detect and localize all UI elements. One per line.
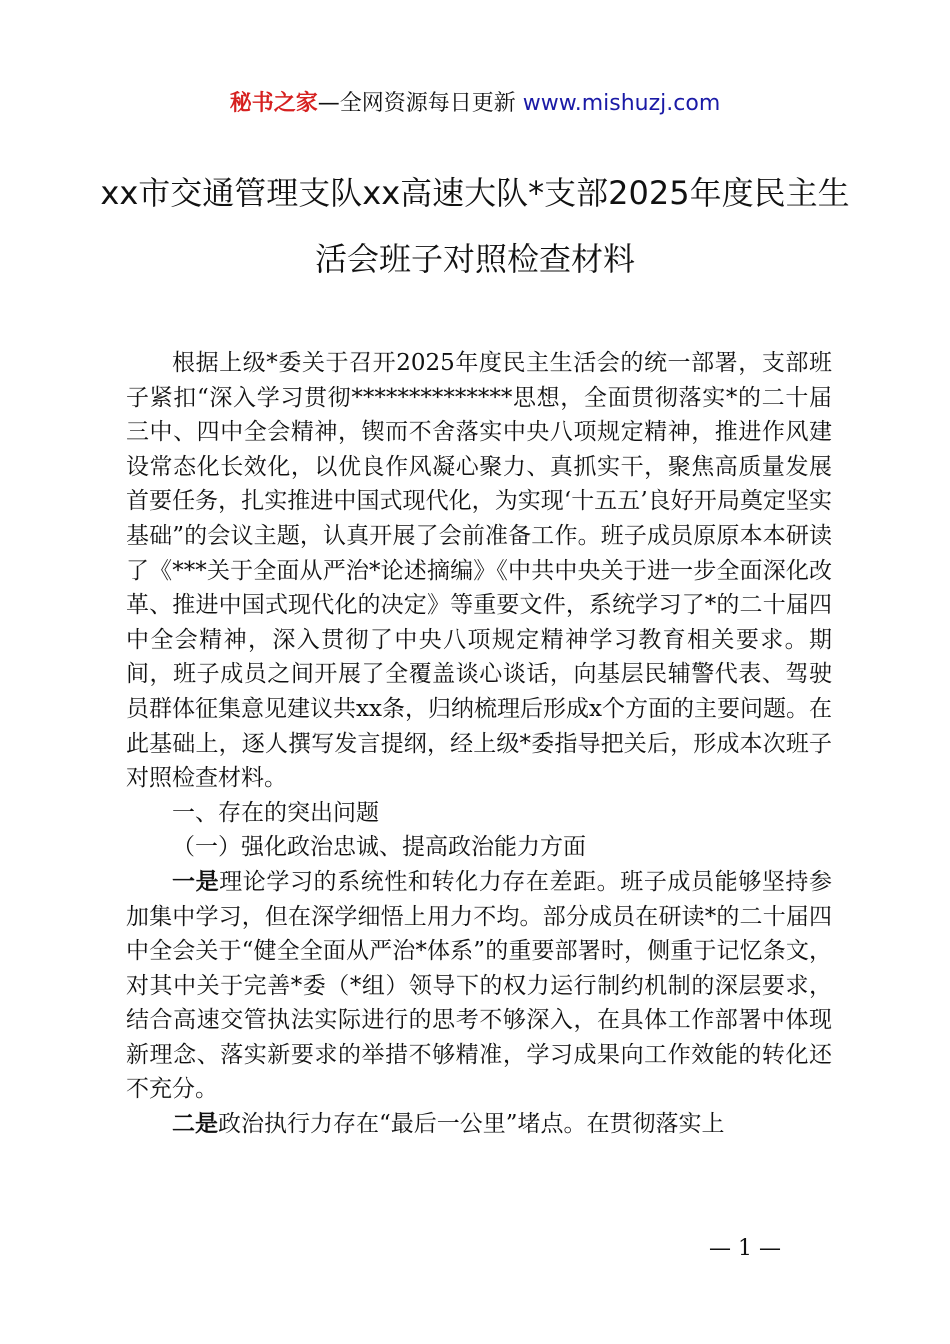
intro-paragraph: 根据上级*委关于召开2025年度民主生活会的统一部署，支部班子紧扣“深入学习贯彻**************思想，全面贯彻落实*的二十届三中、四中全会精神，锲而不舍落实中央八项规定精神，推进作风建设常态化长效化，以优良作风凝心聚力、真抓实干，聚焦高质量发展首要任务，扎实推进中国式现代化，为实现‘十五五’良好开局奠定坚实基础”的会议主题，认真开展了会前准备工作。班子成员原原本本研读了《***关于全面从严治*论述摘编》《中共中央关于进一步全面深化改革、推进中国式现代化的决定》等重要文件，系统学习了*的二十届四中全会精神，深入贯彻了中央八项规定精神学习教育相关要求。期间，班子成员之间开展了全覆盖谈心谈话，向基层民辅警代表、驾驶员群体征集意见建议共xx条，归纳梳理后形成x个方面的主要问题。在此基础上，逐人撰写发言提纲，经上级*委指导把关后，形成本次班子对照检查材料。 xyxy=(126,350,832,792)
item-paragraph-1 xyxy=(126,865,832,1107)
item-lead-2: 二是 xyxy=(172,1110,218,1138)
site-header xyxy=(0,88,950,120)
header-tagline: —全网资源每日更新 xyxy=(317,91,523,116)
subsection-heading: （一）强化政治忠诚、提高政治能力方面 xyxy=(172,834,586,861)
header-url[interactable]: www.mishuzj.com xyxy=(522,91,721,116)
document-body xyxy=(126,346,832,1142)
document-title: xx市交通管理支队xx高速大队*支部2025年度民主生活会班子对照检查材料 xyxy=(100,174,850,278)
section-heading: 一、存在的突出问题 xyxy=(172,799,379,826)
item-text-2: 政治执行力存在“最后一公里”堵点。在贯彻落实上 xyxy=(218,1111,725,1138)
page-number: — 1 — xyxy=(709,1236,781,1261)
item-lead-1: 一是 xyxy=(172,867,220,895)
brand-name: 秘书之家 xyxy=(229,91,318,116)
item-paragraph-2 xyxy=(126,1107,832,1142)
item-text-1: 理论学习的系统性和转化力存在差距。班子成员能够坚持参加集中学习，但在深学细悟上用力不均。部分成员在研读*的二十届四中全会关于“健全全面从严治*体系”的重要部署时，侧重于记忆条文，对其中关于完善*委（*组）领导下的权力运行制约机制的深层要求，结合高速交管执法实际进行的思考不够深入，在具体工作部署中体现新理念、落实新要求的举措不够精准，学习成果向工作效能的转化还不充分。 xyxy=(126,868,833,1103)
